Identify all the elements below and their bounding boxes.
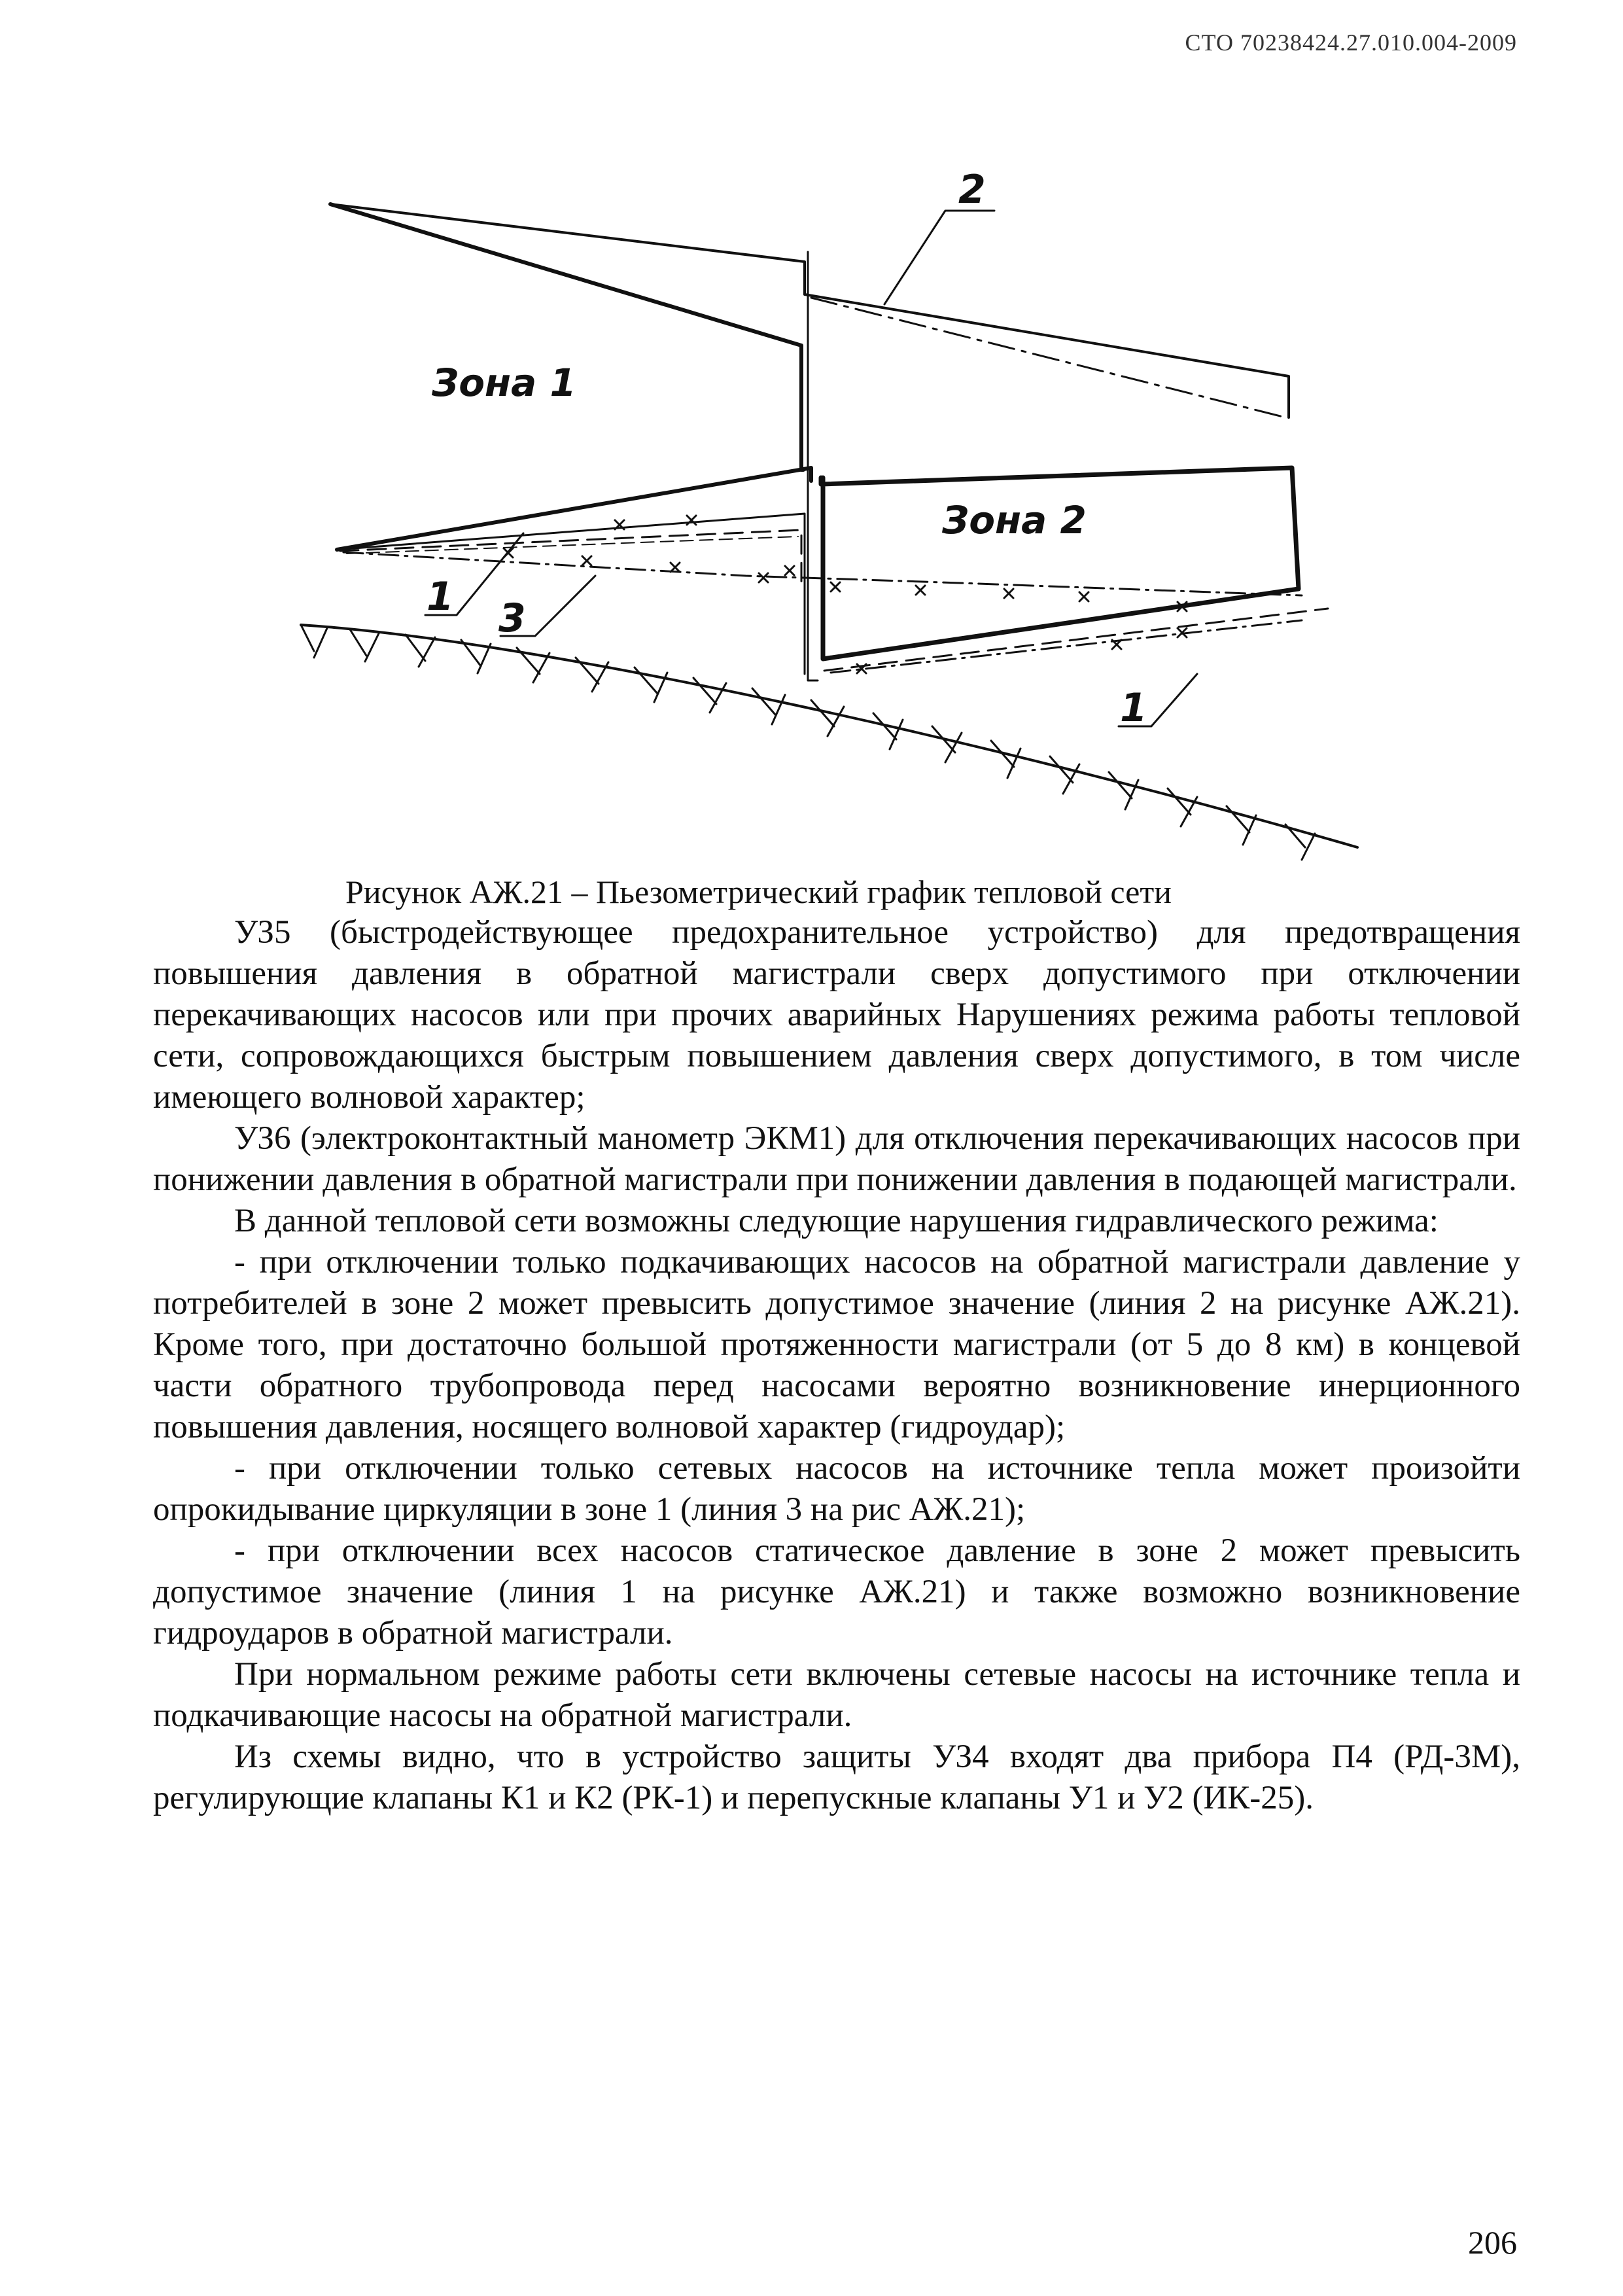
paragraph-violations-intro: В данной тепловой сети возможны следующие нарушения гидравлического режима: [234, 1203, 1439, 1239]
page-number: 206 [1468, 2224, 1517, 2261]
leader-2 [884, 211, 994, 304]
paragraph-violation-2: - при отключении только сетевых насосов на источнике тепла может произойти опрокидывание циркуляции в зоне 1 (линия 3 на рис АЖ.21); [153, 1450, 1520, 1528]
paragraph-violation-3: - при отключении всех насосов статическое давление в зоне 2 может превысить допустимое значение (линия 1 на рисунке АЖ.21) и также возможно возникновение гидроударов в обратной магистрали. [153, 1532, 1520, 1651]
line-2-label: 2 [958, 167, 986, 213]
zone1-label: Зона 1 [432, 361, 576, 405]
supply-line-lower [337, 468, 811, 550]
figure-caption: Рисунок АЖ.21 – Пьезометрический график тепловой сети [345, 874, 1172, 910]
paragraph-violation-1: - при отключении только подкачивающих насосов на обратной магистрали давление у потребителей в зоне 2 может превысить допустимое значение (линия 2 на рисунке АЖ.21). Кроме того, при достаточно большой протяженности магистрали (от 5 до 8 км) в концевой части обратного трубопровода перед насосами вероятно возникновение инерционного повышения давления, носящего волновой характер (гидроудар); [153, 1244, 1520, 1445]
zone2-supply [821, 468, 1299, 659]
document-code: СТО 70238424.27.010.004-2009 [1185, 29, 1517, 56]
paragraph-uz6: УЗ6 (электроконтактный манометр ЭКМ1) для отключения перекачивающих насосов при понижении давления в обратной магистрали при понижении давления в подающей магистрали. [153, 1120, 1520, 1198]
paragraph-normal-mode: При нормальном режиме работы сети включены сетевые насосы на источнике тепла и подкачивающие насосы на обратной магистрали. [153, 1656, 1520, 1734]
body-text [153, 912, 1520, 1819]
paragraph-uz4: Из схемы видно, что в устройство защиты УЗ4 входят два прибора П4 (РД-3М), регулирующие клапаны К1 и К2 (РК-1) и перепускные клапаны У1 и У2 (ИК-25). [153, 1739, 1520, 1816]
line-1-left-label: 1 [427, 574, 454, 620]
zone2-label: Зона 2 [942, 498, 1087, 542]
line-2-dashdot [811, 298, 1285, 417]
line-1-right-label: 1 [1120, 685, 1147, 731]
line-crossed-lower [347, 537, 798, 554]
paragraph-uz5: УЗ5 (быстродействующее предохранительное устройство) для предотвращения повышения давления в обратной магистрали сверх допустимого при отключении перекачивающих насосов или при прочих аварийных Нарушениях режима работы тепловой сети, сопровождающихся быстрым повышением давления сверх допустимого, в том числе имеющего волновой характер; [153, 914, 1520, 1116]
piezometric-graph-figure [288, 137, 1387, 877]
line-3-label: 3 [498, 595, 526, 641]
return-line-upper [330, 204, 803, 470]
